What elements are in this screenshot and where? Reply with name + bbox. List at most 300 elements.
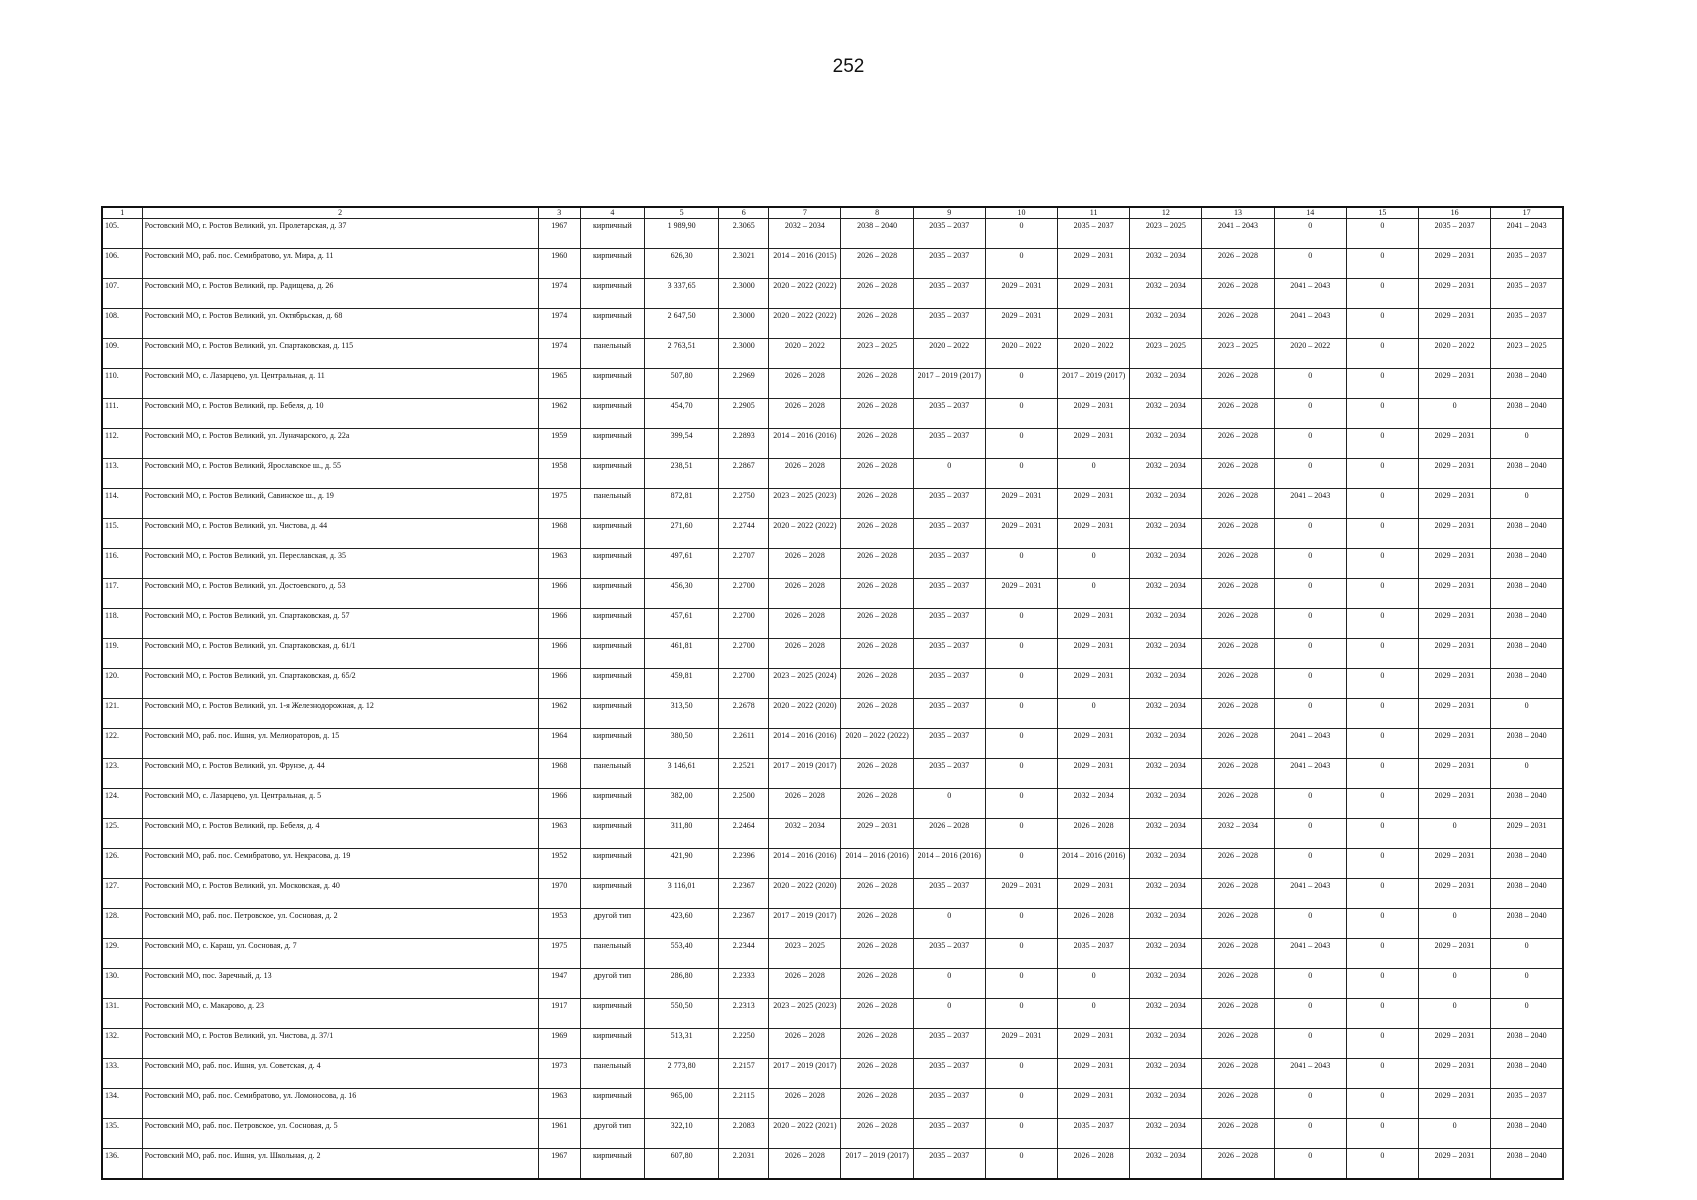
page-number: 252 xyxy=(832,56,865,77)
table-row xyxy=(102,309,1563,339)
table-cell: 0 xyxy=(985,1059,1057,1089)
table-cell: 2020 – 2022 (2020) xyxy=(769,699,841,729)
row-number-cell: 110. xyxy=(102,369,142,399)
table-row xyxy=(102,579,1563,609)
table-cell: 2038 – 2040 xyxy=(1491,399,1563,429)
table-cell: 2029 – 2031 xyxy=(1418,789,1490,819)
table-cell: 1975 xyxy=(538,939,580,969)
table-cell: 2.3065 xyxy=(719,219,769,249)
table-cell: 0 xyxy=(1346,429,1418,459)
table-cell: 2026 – 2028 xyxy=(1202,309,1274,339)
table-cell: 0 xyxy=(1346,939,1418,969)
row-number-cell: 115. xyxy=(102,519,142,549)
table-cell: 2.2750 xyxy=(719,489,769,519)
table-row xyxy=(102,789,1563,819)
address-cell: Ростовский МО, с. Лазарцево, ул. Центральная, д. 5 xyxy=(142,789,538,819)
table-cell: 2035 – 2037 xyxy=(913,729,985,759)
table-cell: 2032 – 2034 xyxy=(1130,969,1202,999)
table-cell: 2038 – 2040 xyxy=(1491,879,1563,909)
table-cell: 2032 – 2034 xyxy=(1202,819,1274,849)
table-cell: 0 xyxy=(1274,999,1346,1029)
column-header: 3 xyxy=(538,207,580,219)
table-cell: 2023 – 2025 (2024) xyxy=(769,669,841,699)
table-cell: 2032 – 2034 xyxy=(1130,759,1202,789)
table-cell: 2038 – 2040 xyxy=(1491,909,1563,939)
address-cell: Ростовский МО, г. Ростов Великий, пр. Радищева, д. 26 xyxy=(142,279,538,309)
table-cell: кирпичный xyxy=(580,729,644,759)
table-cell: 2035 – 2037 xyxy=(913,1059,985,1089)
row-number-cell: 135. xyxy=(102,1119,142,1149)
table-cell: 2038 – 2040 xyxy=(1491,1059,1563,1089)
table-row xyxy=(102,819,1563,849)
table-cell: 1959 xyxy=(538,429,580,459)
table-cell: кирпичный xyxy=(580,1029,644,1059)
table-cell: 1969 xyxy=(538,1029,580,1059)
table-cell: 0 xyxy=(913,999,985,1029)
table-cell: 2014 – 2016 (2016) xyxy=(769,849,841,879)
table-cell: 0 xyxy=(985,969,1057,999)
table-cell: 2032 – 2034 xyxy=(1130,729,1202,759)
table-cell: 461,81 xyxy=(644,639,718,669)
table-cell: 2038 – 2040 xyxy=(1491,1029,1563,1059)
table-cell: 459,81 xyxy=(644,669,718,699)
table-cell: 2035 – 2037 xyxy=(913,1029,985,1059)
table-cell: 2017 – 2019 (2017) xyxy=(913,369,985,399)
table-cell: 0 xyxy=(1058,699,1130,729)
table-cell: кирпичный xyxy=(580,999,644,1029)
table-cell: 2029 – 2031 xyxy=(1058,519,1130,549)
table-cell: 0 xyxy=(985,669,1057,699)
table-cell: 3 337,65 xyxy=(644,279,718,309)
table-cell: 0 xyxy=(1274,369,1346,399)
column-header: 1 xyxy=(102,207,142,219)
table-cell: 2.2250 xyxy=(719,1029,769,1059)
table-row xyxy=(102,909,1563,939)
table-cell: 2041 – 2043 xyxy=(1274,939,1346,969)
table-cell: 0 xyxy=(1346,699,1418,729)
table-cell: 0 xyxy=(1274,579,1346,609)
table-cell: 2032 – 2034 xyxy=(1130,1059,1202,1089)
table-cell: 2035 – 2037 xyxy=(1491,309,1563,339)
table-cell: 2026 – 2028 xyxy=(841,639,913,669)
table-cell: 1917 xyxy=(538,999,580,1029)
table-cell: 2035 – 2037 xyxy=(1058,939,1130,969)
table-cell: 2026 – 2028 xyxy=(1202,969,1274,999)
table-cell: 2035 – 2037 xyxy=(913,639,985,669)
address-cell: Ростовский МО, г. Ростов Великий, ул. Луначарского, д. 22а xyxy=(142,429,538,459)
table-cell: кирпичный xyxy=(580,429,644,459)
table-cell: кирпичный xyxy=(580,519,644,549)
table-cell: 0 xyxy=(985,459,1057,489)
address-cell: Ростовский МО, раб. пос. Семибратово, ул. Мира, д. 11 xyxy=(142,249,538,279)
table-cell: 0 xyxy=(1346,909,1418,939)
table-cell: 2041 – 2043 xyxy=(1274,759,1346,789)
table-cell: 2035 – 2037 xyxy=(913,879,985,909)
table-cell: 2026 – 2028 xyxy=(1202,579,1274,609)
table-row xyxy=(102,369,1563,399)
table-cell: 2026 – 2028 xyxy=(1202,429,1274,459)
table-cell: 2041 – 2043 xyxy=(1491,219,1563,249)
table-cell: 2026 – 2028 xyxy=(769,399,841,429)
table-row xyxy=(102,1089,1563,1119)
table-row xyxy=(102,459,1563,489)
table-cell: 2026 – 2028 xyxy=(841,699,913,729)
table-row xyxy=(102,549,1563,579)
table-cell: кирпичный xyxy=(580,369,644,399)
table-cell: 2023 – 2025 xyxy=(1202,339,1274,369)
table-cell: 2026 – 2028 xyxy=(1202,489,1274,519)
table-row xyxy=(102,609,1563,639)
table-cell: 271,60 xyxy=(644,519,718,549)
table-cell: 0 xyxy=(985,789,1057,819)
table-cell: 2026 – 2028 xyxy=(769,789,841,819)
row-number-cell: 108. xyxy=(102,309,142,339)
table-cell: 2041 – 2043 xyxy=(1274,309,1346,339)
table-cell: 0 xyxy=(1274,699,1346,729)
table-cell: 2032 – 2034 xyxy=(1130,309,1202,339)
table-header xyxy=(102,207,1563,219)
table-cell: 2.2700 xyxy=(719,639,769,669)
table-cell: 2026 – 2028 xyxy=(1202,609,1274,639)
table-cell: 2032 – 2034 xyxy=(1130,459,1202,489)
table-cell: панельный xyxy=(580,339,644,369)
table-cell: 2026 – 2028 xyxy=(841,249,913,279)
table-cell: 1958 xyxy=(538,459,580,489)
table-cell: 2.3000 xyxy=(719,309,769,339)
table-cell: 0 xyxy=(1418,999,1490,1029)
table-cell: 2026 – 2028 xyxy=(841,879,913,909)
table-cell: 2023 – 2025 xyxy=(1130,219,1202,249)
table-cell: 2.2893 xyxy=(719,429,769,459)
address-cell: Ростовский МО, раб. пос. Ишня, ул. Мелиораторов, д. 15 xyxy=(142,729,538,759)
table-row xyxy=(102,519,1563,549)
table-cell: 0 xyxy=(1418,819,1490,849)
table-cell: 2032 – 2034 xyxy=(1130,549,1202,579)
row-number-cell: 109. xyxy=(102,339,142,369)
table-cell: 0 xyxy=(985,1089,1057,1119)
table-cell: 2026 – 2028 xyxy=(1202,1149,1274,1180)
table-cell: 2038 – 2040 xyxy=(1491,729,1563,759)
table-cell: 2032 – 2034 xyxy=(1130,789,1202,819)
table-cell: 0 xyxy=(1274,459,1346,489)
table-cell: 0 xyxy=(1418,399,1490,429)
table-cell: 2026 – 2028 xyxy=(841,759,913,789)
table-cell: 0 xyxy=(985,729,1057,759)
table-cell: 2020 – 2022 (2022) xyxy=(769,519,841,549)
table-cell: 1974 xyxy=(538,309,580,339)
table-cell: 2041 – 2043 xyxy=(1274,879,1346,909)
table-cell: 2026 – 2028 xyxy=(841,939,913,969)
table-cell: 2029 – 2031 xyxy=(1418,699,1490,729)
table-row xyxy=(102,699,1563,729)
table-cell: 2020 – 2022 xyxy=(769,339,841,369)
table-cell: 2029 – 2031 xyxy=(1418,369,1490,399)
table-cell: 0 xyxy=(1491,429,1563,459)
table-cell: 2026 – 2028 xyxy=(1202,549,1274,579)
column-header: 9 xyxy=(913,207,985,219)
table-cell: 2.2367 xyxy=(719,879,769,909)
table-cell: 2026 – 2028 xyxy=(841,669,913,699)
table-cell: 2029 – 2031 xyxy=(1491,819,1563,849)
address-cell: Ростовский МО, с. Караш, ул. Сосновая, д. 7 xyxy=(142,939,538,969)
table-cell: 1953 xyxy=(538,909,580,939)
table-cell: 0 xyxy=(1058,459,1130,489)
table-cell: 311,80 xyxy=(644,819,718,849)
address-cell: Ростовский МО, г. Ростов Великий, ул. Чистова, д. 37/1 xyxy=(142,1029,538,1059)
table-row xyxy=(102,399,1563,429)
table-cell: 1974 xyxy=(538,279,580,309)
column-header: 10 xyxy=(985,207,1057,219)
table-cell: 2029 – 2031 xyxy=(1058,1029,1130,1059)
table-cell: 2.3021 xyxy=(719,249,769,279)
row-number-cell: 130. xyxy=(102,969,142,999)
table-cell: 2032 – 2034 xyxy=(1130,669,1202,699)
table-cell: 2020 – 2022 (2022) xyxy=(769,309,841,339)
table-row xyxy=(102,1119,1563,1149)
table-cell: 0 xyxy=(1346,609,1418,639)
table-cell: 2029 – 2031 xyxy=(1418,879,1490,909)
table-cell: панельный xyxy=(580,1059,644,1089)
table-cell: 2041 – 2043 xyxy=(1274,279,1346,309)
table-cell: 607,80 xyxy=(644,1149,718,1180)
housing-table-container xyxy=(101,206,1564,1180)
table-cell: 2029 – 2031 xyxy=(985,489,1057,519)
table-cell: 2035 – 2037 xyxy=(913,549,985,579)
table-cell: 2014 – 2016 (2016) xyxy=(913,849,985,879)
table-cell: 0 xyxy=(1058,549,1130,579)
table-cell: 0 xyxy=(985,609,1057,639)
table-cell: 2026 – 2028 xyxy=(1202,789,1274,819)
row-number-cell: 134. xyxy=(102,1089,142,1119)
table-cell: 2035 – 2037 xyxy=(913,609,985,639)
table-cell: 0 xyxy=(913,459,985,489)
table-cell: 2029 – 2031 xyxy=(1058,639,1130,669)
table-cell: 2029 – 2031 xyxy=(985,309,1057,339)
table-cell: 2026 – 2028 xyxy=(841,1119,913,1149)
table-cell: 2.2031 xyxy=(719,1149,769,1180)
table-cell: 965,00 xyxy=(644,1089,718,1119)
table-cell: 286,80 xyxy=(644,969,718,999)
table-cell: 0 xyxy=(1346,519,1418,549)
row-number-cell: 106. xyxy=(102,249,142,279)
table-cell: 0 xyxy=(985,369,1057,399)
table-cell: 2029 – 2031 xyxy=(985,1029,1057,1059)
table-cell: 2041 – 2043 xyxy=(1274,729,1346,759)
row-number-cell: 124. xyxy=(102,789,142,819)
address-cell: Ростовский МО, г. Ростов Великий, ул. Фрунзе, д. 44 xyxy=(142,759,538,789)
table-cell: 2026 – 2028 xyxy=(769,609,841,639)
table-cell: кирпичный xyxy=(580,249,644,279)
table-cell: 2032 – 2034 xyxy=(1130,1089,1202,1119)
table-cell: 2026 – 2028 xyxy=(841,909,913,939)
table-row xyxy=(102,339,1563,369)
table-cell: 0 xyxy=(1274,429,1346,459)
table-cell: 457,61 xyxy=(644,609,718,639)
table-cell: 2026 – 2028 xyxy=(841,969,913,999)
table-cell: 0 xyxy=(1346,849,1418,879)
table-cell: 2026 – 2028 xyxy=(1202,279,1274,309)
row-number-cell: 105. xyxy=(102,219,142,249)
table-cell: 1963 xyxy=(538,549,580,579)
address-cell: Ростовский МО, г. Ростов Великий, Савинское ш., д. 19 xyxy=(142,489,538,519)
table-cell: 2026 – 2028 xyxy=(841,1059,913,1089)
table-cell: 0 xyxy=(1274,219,1346,249)
table-cell: 0 xyxy=(1418,909,1490,939)
table-cell: 2.2367 xyxy=(719,909,769,939)
row-number-cell: 132. xyxy=(102,1029,142,1059)
table-cell: 2041 – 2043 xyxy=(1274,489,1346,519)
table-cell: 380,50 xyxy=(644,729,718,759)
table-cell: 0 xyxy=(1418,969,1490,999)
table-cell: 2026 – 2028 xyxy=(1202,729,1274,759)
table-cell: 2.2083 xyxy=(719,1119,769,1149)
table-cell: 2038 – 2040 xyxy=(1491,669,1563,699)
table-cell: 2035 – 2037 xyxy=(913,669,985,699)
table-cell: кирпичный xyxy=(580,219,644,249)
table-cell: 2020 – 2022 (2021) xyxy=(769,1119,841,1149)
table-cell: 2023 – 2025 (2023) xyxy=(769,999,841,1029)
table-cell: 1963 xyxy=(538,1089,580,1119)
table-row xyxy=(102,729,1563,759)
table-cell: 1966 xyxy=(538,789,580,819)
table-cell: 2026 – 2028 xyxy=(913,819,985,849)
table-cell: 2.2611 xyxy=(719,729,769,759)
table-cell: 0 xyxy=(1346,999,1418,1029)
table-cell: 1968 xyxy=(538,759,580,789)
table-cell: 2020 – 2022 (2022) xyxy=(841,729,913,759)
table-cell: 2029 – 2031 xyxy=(1058,669,1130,699)
table-cell: 2029 – 2031 xyxy=(1418,549,1490,579)
table-cell: 2038 – 2040 xyxy=(1491,459,1563,489)
table-cell: 2026 – 2028 xyxy=(841,489,913,519)
table-cell: 2023 – 2025 xyxy=(1491,339,1563,369)
table-cell: 2035 – 2037 xyxy=(913,399,985,429)
table-row xyxy=(102,489,1563,519)
table-cell: 0 xyxy=(985,249,1057,279)
table-cell: 1962 xyxy=(538,399,580,429)
table-cell: 1968 xyxy=(538,519,580,549)
table-cell: 2032 – 2034 xyxy=(1058,789,1130,819)
column-header: 4 xyxy=(580,207,644,219)
table-row xyxy=(102,1059,1563,1089)
table-cell: 2026 – 2028 xyxy=(1202,759,1274,789)
table-cell: панельный xyxy=(580,489,644,519)
table-cell: 2035 – 2037 xyxy=(913,519,985,549)
table-cell: 2017 – 2019 (2017) xyxy=(1058,369,1130,399)
table-cell: 2029 – 2031 xyxy=(1418,729,1490,759)
table-cell: 2032 – 2034 xyxy=(1130,489,1202,519)
row-number-cell: 129. xyxy=(102,939,142,969)
row-number-cell: 125. xyxy=(102,819,142,849)
table-cell: 2026 – 2028 xyxy=(841,549,913,579)
table-cell: 0 xyxy=(1274,519,1346,549)
table-cell: 2.2700 xyxy=(719,669,769,699)
table-cell: 0 xyxy=(985,699,1057,729)
table-cell: 2023 – 2025 xyxy=(769,939,841,969)
table-cell: 2.2969 xyxy=(719,369,769,399)
row-number-cell: 116. xyxy=(102,549,142,579)
table-cell: 2035 – 2037 xyxy=(913,429,985,459)
row-number-cell: 120. xyxy=(102,669,142,699)
table-cell: 2035 – 2037 xyxy=(1418,219,1490,249)
table-row xyxy=(102,849,1563,879)
table-cell: 2026 – 2028 xyxy=(1202,1029,1274,1059)
table-cell: 2023 – 2025 xyxy=(841,339,913,369)
table-cell: другой тип xyxy=(580,909,644,939)
table-cell: 2032 – 2034 xyxy=(1130,879,1202,909)
table-cell: 0 xyxy=(985,639,1057,669)
address-cell: Ростовский МО, г. Ростов Великий, ул. Пролетарская, д. 37 xyxy=(142,219,538,249)
table-cell: 2020 – 2022 xyxy=(913,339,985,369)
address-cell: Ростовский МО, г. Ростов Великий, ул. Чистова, д. 44 xyxy=(142,519,538,549)
table-cell: 2014 – 2016 (2016) xyxy=(1058,849,1130,879)
table-cell: 0 xyxy=(985,399,1057,429)
table-cell: 2026 – 2028 xyxy=(769,639,841,669)
table-cell: 2026 – 2028 xyxy=(841,999,913,1029)
table-cell: 2026 – 2028 xyxy=(841,789,913,819)
table-cell: 0 xyxy=(1274,1029,1346,1059)
table-cell: 2026 – 2028 xyxy=(1202,519,1274,549)
address-cell: Ростовский МО, г. Ростов Великий, ул. 1-я Железнодорожная, д. 12 xyxy=(142,699,538,729)
row-number-cell: 126. xyxy=(102,849,142,879)
column-header: 12 xyxy=(1130,207,1202,219)
table-cell: 0 xyxy=(1274,849,1346,879)
table-cell: 2035 – 2037 xyxy=(913,1149,985,1180)
table-cell: 313,50 xyxy=(644,699,718,729)
row-number-cell: 128. xyxy=(102,909,142,939)
table-row xyxy=(102,639,1563,669)
table-cell: 2014 – 2016 (2016) xyxy=(769,729,841,759)
table-cell: 2026 – 2028 xyxy=(841,519,913,549)
table-cell: 2038 – 2040 xyxy=(1491,549,1563,579)
table-cell: 0 xyxy=(1346,819,1418,849)
address-cell: Ростовский МО, г. Ростов Великий, ул. Спартаковская, д. 57 xyxy=(142,609,538,639)
column-header: 6 xyxy=(719,207,769,219)
table-cell: 1961 xyxy=(538,1119,580,1149)
table-cell: 2038 – 2040 xyxy=(1491,1149,1563,1180)
table-cell: 0 xyxy=(985,819,1057,849)
table-cell: 2038 – 2040 xyxy=(1491,789,1563,819)
table-cell: 2.2678 xyxy=(719,699,769,729)
table-cell: 2032 – 2034 xyxy=(1130,429,1202,459)
column-header: 14 xyxy=(1274,207,1346,219)
table-cell: 2026 – 2028 xyxy=(1058,909,1130,939)
table-cell: 2026 – 2028 xyxy=(1202,939,1274,969)
table-cell: 2029 – 2031 xyxy=(985,879,1057,909)
table-cell: 2029 – 2031 xyxy=(1418,429,1490,459)
table-cell: 2026 – 2028 xyxy=(769,549,841,579)
table-cell: 1975 xyxy=(538,489,580,519)
table-cell: 2026 – 2028 xyxy=(1202,669,1274,699)
table-cell: 2035 – 2037 xyxy=(1491,279,1563,309)
table-cell: 2026 – 2028 xyxy=(1202,1119,1274,1149)
table-cell: 0 xyxy=(1491,999,1563,1029)
table-cell: 0 xyxy=(1346,219,1418,249)
table-cell: 2026 – 2028 xyxy=(841,1089,913,1119)
table-cell: 399,54 xyxy=(644,429,718,459)
address-cell: Ростовский МО, г. Ростов Великий, пр. Бебеля, д. 10 xyxy=(142,399,538,429)
table-cell: 2032 – 2034 xyxy=(1130,579,1202,609)
table-row xyxy=(102,1149,1563,1180)
table-cell: 2041 – 2043 xyxy=(1202,219,1274,249)
table-cell: кирпичный xyxy=(580,459,644,489)
table-cell: 0 xyxy=(1346,339,1418,369)
table-cell: 513,31 xyxy=(644,1029,718,1059)
table-cell: 2029 – 2031 xyxy=(1058,1089,1130,1119)
row-number-cell: 117. xyxy=(102,579,142,609)
address-cell: Ростовский МО, г. Ростов Великий, ул. Октябрьская, д. 68 xyxy=(142,309,538,339)
table-cell: 2029 – 2031 xyxy=(1418,609,1490,639)
